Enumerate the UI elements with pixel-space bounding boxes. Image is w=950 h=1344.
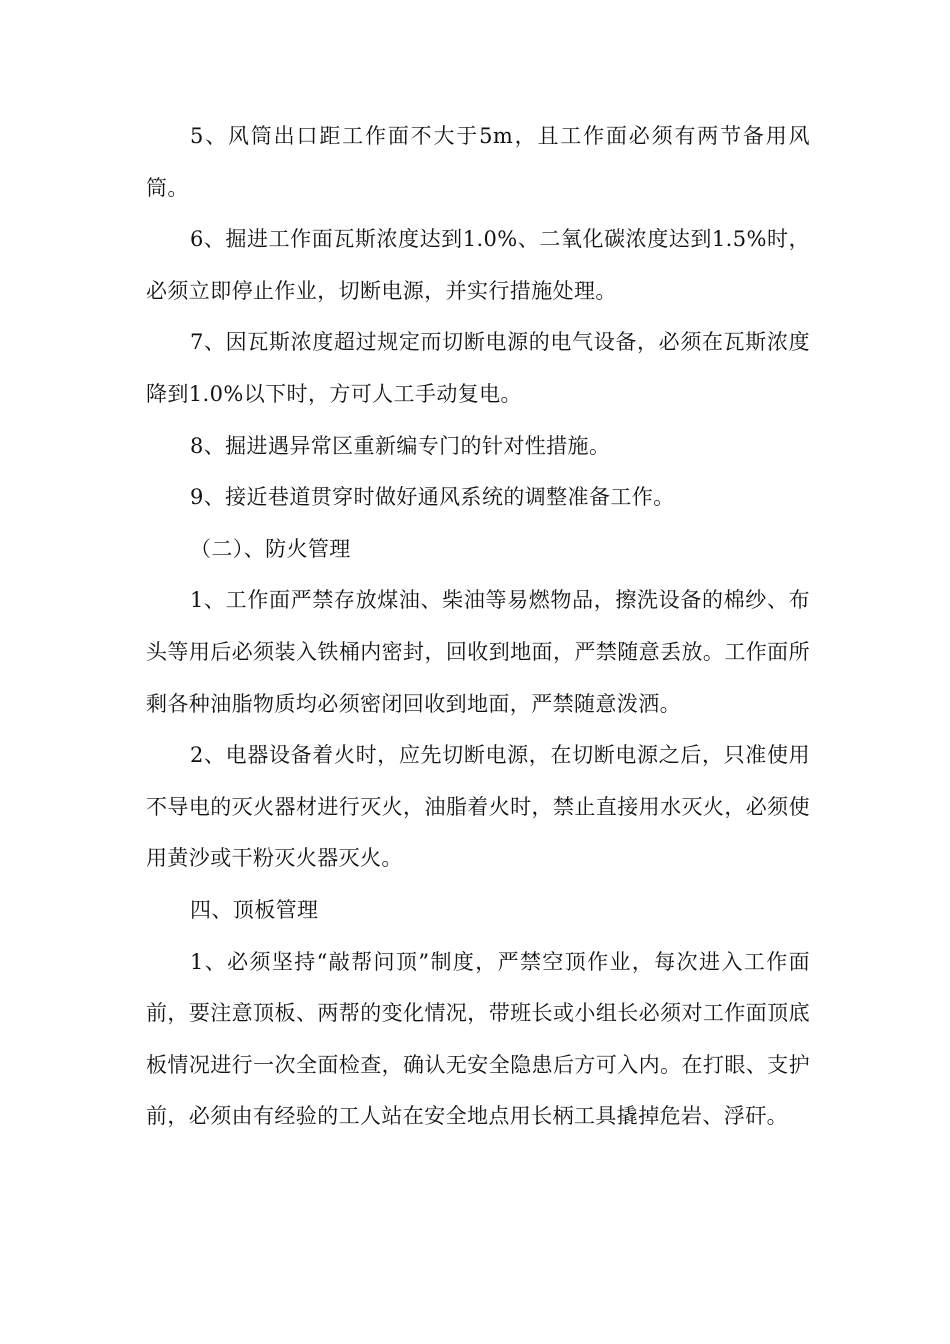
paragraph-ventilation-duct: 5、风筒出口距工作面不大于5m，且工作面必须有两节备用风筒。 [146, 124, 810, 200]
paragraph-abnormal-zone: 8、掘进遇异常区重新编专门的针对性措施。 [190, 433, 611, 458]
paragraph-electrical-fire: 2、电器设备着火时，应先切断电源，在切断电源之后，只准使用不导电的灭火器材进行灭火，油脂着火时，禁止直接用水灭火，必须使用黄沙或干粉灭火器灭火。 [146, 743, 810, 871]
section-heading-roof-management: 四、顶板管理 [190, 897, 319, 922]
paragraph-gas-concentration-limit: 6、掘进工作面瓦斯浓度达到1.0%、二氧化碳浓度达到1.5%时，必须立即停止作业，切断电源，并实行措施处理。 [146, 227, 810, 303]
paragraph-roof-inspection: 1、必须坚持“敲帮问顶”制度，严禁空顶作业，每次进入工作面前，要注意顶板、两帮的变化情况，带班长或小组长必须对工作面顶底板情况进行一次全面检查，确认无安全隐患后方可入内。在打眼、支护前，必须由有经验的工人站在安全地点用长柄工具撬掉危岩、浮矸。 [146, 949, 810, 1129]
paragraph-roadway-breakthrough: 9、接近巷道贯穿时做好通风系统的调整准备工作。 [190, 485, 675, 510]
paragraph-power-restore: 7、因瓦斯浓度超过规定而切断电源的电气设备，必须在瓦斯浓度降到1.0%以下时，方可人工手动复电。 [146, 330, 810, 406]
document-body [146, 111, 810, 1143]
paragraph-flammable-storage: 1、工作面严禁存放煤油、柴油等易燃物品，擦洗设备的棉纱、布头等用后必须装入铁桶内密封，回收到地面，严禁随意丢放。工作面所剩各种油脂物质均必须密闭回收到地面，严禁随意泼洒。 [146, 588, 810, 716]
section-heading-fire-prevention: （二）、防火管理 [190, 536, 351, 561]
